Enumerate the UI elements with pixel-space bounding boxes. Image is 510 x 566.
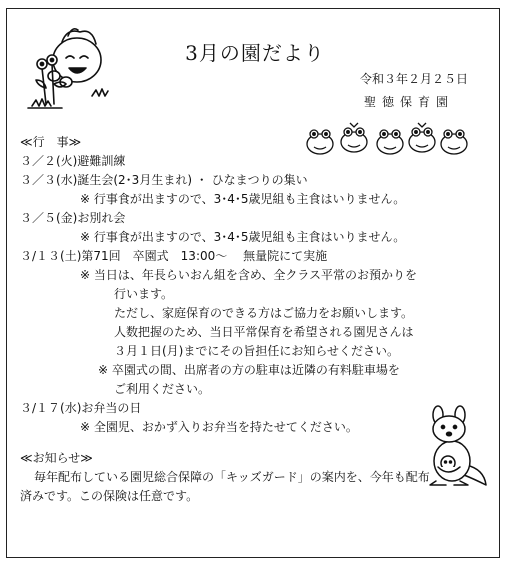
event-line: ３/１７(水)お弁当の日 [20,401,142,415]
notice-heading: ≪お知らせ≫ [20,451,93,465]
event-note: ※ 行事食が出ますので、3･4･5歳児組も主食はいりません。 [80,230,406,244]
event-line: ３／２(火)避難訓練 [20,154,126,168]
event-note-cont: 行います。 [114,287,174,301]
event-note: ※ 全園児、おかず入りお弁当を持たせてください。 [80,420,358,434]
notice-line: 済みです。この保険は任意です。 [20,489,199,503]
events-heading: ≪行 事≫ [20,135,82,149]
notice-line: 毎年配布している園児総合保障の「キッズガード」の案内を、今年も配布 [34,470,430,484]
event-note: ※ 当日は、年長らいおん組を含め、全クラス平常のお預かりを [80,268,418,282]
issue-date: 令和３年２月２５日 [360,72,469,86]
event-note: ※ 行事食が出ますので、3･4･5歳児組も主食はいりません。 [80,192,406,206]
event-note-cont: ３月１日(月)までにその旨担任にお知らせください。 [114,344,400,358]
event-line: ３/１３(土)第71回 卒園式 13:00～ 無量院にて実施 [20,249,328,263]
event-line: ３／３(水)誕生会(2･3月生まれ) ・ ひなまつりの集い [20,173,308,187]
event-note-cont: 人数把握のため、当日平常保育を希望される園児さんは [114,325,414,339]
event-note-cont: ただし、家庭保育のできる方はご協力をお願いします。 [114,306,414,320]
school-name: 聖徳保育園 [364,95,455,109]
event-note: ※ 卒園式の間、出席者の方の駐車は近隣の有料駐車場を [98,363,400,377]
kangaroo-illustration [420,405,490,487]
event-note-cont: ご利用ください。 [114,382,211,396]
page-title: 3月の園だより [185,41,325,65]
event-line: ３／５(金)お別れ会 [20,211,126,225]
